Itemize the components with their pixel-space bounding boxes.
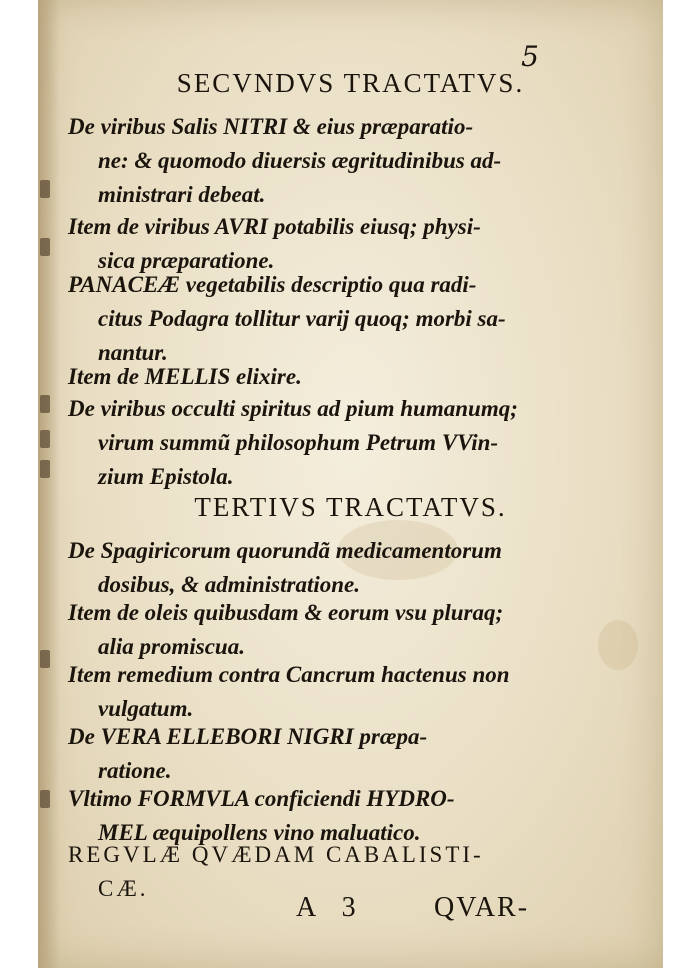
entry-line: zium Epistola.	[98, 464, 234, 489]
entry-line: Item de viribus AVRI potabilis eiusq; physi-	[68, 214, 481, 239]
toc-entry	[68, 658, 548, 726]
margin-mark	[40, 430, 50, 448]
entry-line: nantur.	[98, 340, 168, 365]
entry-line: dosibus, & administratione.	[98, 572, 361, 597]
entry-line: ratione.	[98, 758, 172, 783]
toc-entry	[68, 392, 548, 494]
toc-entry	[68, 596, 548, 664]
section-heading-secundus: SECVNDVS TRACTATVS.	[176, 68, 525, 98]
entry-line: MEL æquipollens vino maluatico.	[98, 820, 421, 845]
entry-line: CÆ.	[98, 876, 149, 901]
entry-line: De viribus Salis NITRI & eius præparatio-	[68, 114, 474, 139]
margin-mark	[40, 790, 50, 808]
entry-line: Item de MELLIS elixire.	[68, 364, 302, 389]
entry-line: virum summũ philosophum Petrum VVin-	[98, 430, 499, 455]
toc-entry	[68, 268, 548, 370]
margin-mark	[40, 460, 50, 478]
book-page	[38, 0, 663, 968]
catchword: QVAR-	[434, 892, 530, 923]
entry-line: De Spagiricorum quorundã medicamentorum	[68, 538, 502, 563]
entry-line: REGVLÆ QVÆDAM CABALISTI-	[68, 842, 484, 867]
entry-line: ne: & quomodo diuersis ægritudinibus ad-	[98, 148, 502, 173]
entry-line: vulgatum.	[98, 696, 194, 721]
entry-line: Vltimo FORMVLA conficiendi HYDRO-	[68, 786, 455, 811]
entry-line: citus Podagra tollitur varij quoq; morbi sa-	[98, 306, 506, 331]
margin-mark	[40, 395, 50, 413]
signature-mark: A 3	[296, 892, 366, 923]
entry-line: sica præparatione.	[98, 248, 275, 273]
entry-line: alia promiscua.	[98, 634, 245, 659]
page-gutter-shadow	[38, 0, 60, 968]
entry-line: ministrari debeat.	[98, 182, 266, 207]
page-number: 5	[521, 40, 539, 73]
entry-line: Item remedium contra Cancrum hactenus non	[68, 662, 510, 687]
entry-line: De viribus occulti spiritus ad pium humanumq;	[68, 396, 518, 421]
entry-line: De VERA ELLEBORI NIGRI præpa-	[68, 724, 428, 749]
margin-mark	[40, 238, 50, 256]
paper-stain	[598, 620, 638, 670]
margin-mark	[40, 650, 50, 668]
toc-entry	[68, 110, 548, 212]
entry-line: PANACEÆ vegetabilis descriptio qua radi-	[68, 272, 477, 297]
section-heading-tertius: TERTIVS TRACTATVS.	[194, 492, 507, 522]
margin-mark	[40, 180, 50, 198]
toc-entry	[68, 720, 548, 788]
entry-line: Item de oleis quibusdam & eorum vsu pluraq;	[68, 600, 504, 625]
toc-entry	[68, 534, 548, 602]
toc-entry	[68, 360, 548, 394]
